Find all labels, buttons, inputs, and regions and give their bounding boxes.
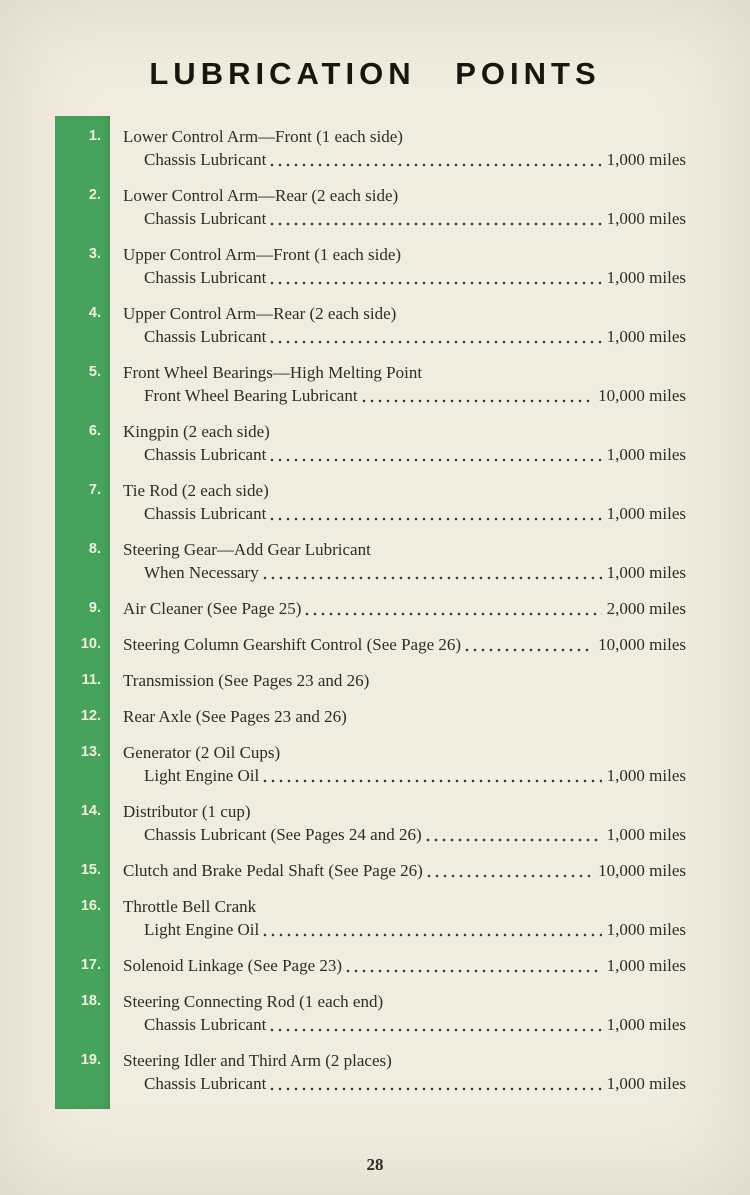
item-line (123, 384, 686, 407)
item-body (110, 597, 686, 620)
item-line (123, 633, 686, 656)
item-line (123, 302, 686, 325)
dot-leader (360, 384, 594, 407)
item-line (123, 1013, 686, 1036)
dot-leader (268, 1072, 601, 1095)
item-number: 6. (88, 423, 101, 439)
item-number: 17. (80, 957, 101, 973)
item-body (110, 420, 686, 466)
item-line (123, 800, 686, 823)
dot-leader (268, 266, 601, 289)
list-item (55, 1049, 686, 1095)
item-line (123, 823, 686, 846)
item-line (123, 990, 686, 1013)
item-interval: 1,000 miles (606, 209, 686, 228)
dot-leader (261, 918, 601, 941)
item-body (110, 538, 686, 584)
list-item (55, 990, 686, 1036)
item-number: 12. (80, 708, 101, 724)
item-number: 11. (81, 672, 101, 688)
page-title: LUBRICATION POINTS (149, 56, 601, 91)
item-body (110, 800, 686, 846)
item-text: Clutch and Brake Pedal Shaft (See Page 26) (123, 861, 423, 880)
dot-leader (344, 954, 602, 977)
item-text: Chassis Lubricant (144, 268, 267, 287)
list-item (55, 125, 686, 171)
item-line (123, 125, 686, 148)
item-text: Tie Rod (2 each side) (123, 481, 269, 500)
item-interval: 1,000 miles (606, 825, 686, 844)
item-text: Lower Control Arm—Rear (2 each side) (123, 186, 399, 205)
item-body (110, 184, 686, 230)
item-interval: 1,000 miles (606, 563, 686, 582)
dot-leader (268, 325, 601, 348)
item-line (123, 1072, 686, 1095)
item-interval: 1,000 miles (606, 268, 686, 287)
item-body (110, 705, 686, 728)
item-body (110, 361, 686, 407)
list-item (55, 597, 686, 620)
item-text: Kingpin (2 each side) (123, 422, 270, 441)
item-line (123, 420, 686, 443)
item-text: Chassis Lubricant (144, 445, 267, 464)
item-line (123, 538, 686, 561)
list-item (55, 741, 686, 787)
item-interval: 1,000 miles (606, 445, 686, 464)
item-number: 2. (88, 187, 101, 203)
dot-leader (268, 443, 601, 466)
item-line (123, 954, 686, 977)
item-body (110, 125, 686, 171)
item-body (110, 895, 686, 941)
item-line (123, 764, 686, 787)
list-item (55, 538, 686, 584)
list-item (55, 669, 686, 692)
item-body (110, 859, 686, 882)
item-body (110, 479, 686, 525)
item-text: Steering Connecting Rod (1 each end) (123, 992, 384, 1011)
item-text: Chassis Lubricant (144, 1015, 267, 1034)
item-number: 9. (88, 600, 101, 616)
dot-leader (261, 561, 602, 584)
item-text: Light Engine Oil (144, 766, 260, 785)
list-item (55, 302, 686, 348)
item-number: 1. (88, 128, 101, 144)
item-text: Distributor (1 cup) (123, 802, 251, 821)
item-interval: 1,000 miles (606, 956, 686, 975)
item-line (123, 895, 686, 918)
list-item (55, 705, 686, 728)
item-line (123, 859, 686, 882)
dot-leader (268, 1013, 601, 1036)
item-number: 10. (80, 636, 101, 652)
list-item (55, 420, 686, 466)
dot-leader (303, 597, 601, 620)
item-text: Generator (2 Oil Cups) (123, 743, 281, 762)
list-item (55, 800, 686, 846)
item-line (123, 361, 686, 384)
dot-leader (268, 148, 601, 171)
item-text: Throttle Bell Crank (123, 897, 257, 916)
item-interval: 1,000 miles (606, 920, 686, 939)
item-number: 15. (80, 862, 101, 878)
list-item (55, 243, 686, 289)
item-body (110, 669, 686, 692)
item-interval: 10,000 miles (598, 861, 686, 880)
list-item (55, 633, 686, 656)
item-line (123, 561, 686, 584)
item-line (123, 184, 686, 207)
dot-leader (463, 633, 593, 656)
item-text: Steering Gear—Add Gear Lubricant (123, 540, 371, 559)
item-text: Steering Column Gearshift Control (See Page 26) (123, 635, 462, 654)
item-line (123, 741, 686, 764)
item-text: Transmission (See Pages 23 and 26) (123, 671, 370, 690)
item-text: Chassis Lubricant (144, 504, 267, 523)
item-line (123, 266, 686, 289)
item-number: 13. (80, 744, 101, 760)
item-line (123, 443, 686, 466)
item-interval: 1,000 miles (606, 1074, 686, 1093)
item-line (123, 325, 686, 348)
item-number: 14. (80, 803, 101, 819)
item-body (110, 302, 686, 348)
item-text: Lower Control Arm—Front (1 each side) (123, 127, 403, 146)
item-interval: 1,000 miles (606, 766, 686, 785)
item-interval: 10,000 miles (598, 386, 686, 405)
list-item (55, 479, 686, 525)
item-text: When Necessary (144, 563, 259, 582)
dot-leader (268, 207, 601, 230)
item-text: Chassis Lubricant (144, 209, 267, 228)
item-interval: 1,000 miles (606, 327, 686, 346)
item-line (123, 597, 686, 620)
dot-leader (425, 859, 593, 882)
list-item (55, 184, 686, 230)
item-line (123, 705, 686, 728)
item-text: Front Wheel Bearing Lubricant (144, 386, 358, 405)
item-number: 4. (88, 305, 101, 321)
item-text: Chassis Lubricant (144, 150, 267, 169)
item-number: 18. (80, 993, 101, 1009)
item-text: Steering Idler and Third Arm (2 places) (123, 1051, 392, 1070)
item-body (110, 1049, 686, 1095)
item-text: Light Engine Oil (144, 920, 260, 939)
item-number: 5. (88, 364, 101, 380)
item-text: Upper Control Arm—Rear (2 each side) (123, 304, 397, 323)
list-item (55, 954, 686, 977)
item-number: 3. (88, 246, 101, 262)
dot-leader (424, 823, 602, 846)
list-items-container (55, 125, 686, 1095)
item-number: 16. (80, 898, 101, 914)
item-line (123, 669, 686, 692)
item-text: Solenoid Linkage (See Page 23) (123, 956, 343, 975)
item-line (123, 148, 686, 171)
item-interval: 1,000 miles (606, 504, 686, 523)
item-line (123, 479, 686, 502)
item-text: Rear Axle (See Pages 23 and 26) (123, 707, 347, 726)
list-item (55, 859, 686, 882)
item-line (123, 207, 686, 230)
list-item (55, 361, 686, 407)
item-body (110, 954, 686, 977)
item-text: Chassis Lubricant (144, 327, 267, 346)
item-number: 8. (88, 541, 101, 557)
item-body (110, 990, 686, 1036)
item-text: Air Cleaner (See Page 25) (123, 599, 302, 618)
lubrication-points-list (55, 116, 686, 1109)
item-interval: 10,000 miles (598, 635, 686, 654)
item-text: Chassis Lubricant (See Pages 24 and 26) (144, 825, 422, 844)
item-body (110, 243, 686, 289)
list-item (55, 895, 686, 941)
item-number: 19. (80, 1052, 101, 1068)
item-text: Upper Control Arm—Front (1 each side) (123, 245, 402, 264)
dot-leader (268, 502, 601, 525)
item-text: Chassis Lubricant (144, 1074, 267, 1093)
item-text: Front Wheel Bearings—High Melting Point (123, 363, 423, 382)
item-body (110, 633, 686, 656)
item-line (123, 243, 686, 266)
item-line (123, 1049, 686, 1072)
item-interval: 1,000 miles (606, 1015, 686, 1034)
dot-leader (261, 764, 601, 787)
page-number: 28 (366, 1155, 384, 1174)
item-line (123, 502, 686, 525)
item-interval: 1,000 miles (606, 150, 686, 169)
item-line (123, 918, 686, 941)
item-body (110, 741, 686, 787)
item-interval: 2,000 miles (606, 599, 686, 618)
item-number: 7. (88, 482, 101, 498)
